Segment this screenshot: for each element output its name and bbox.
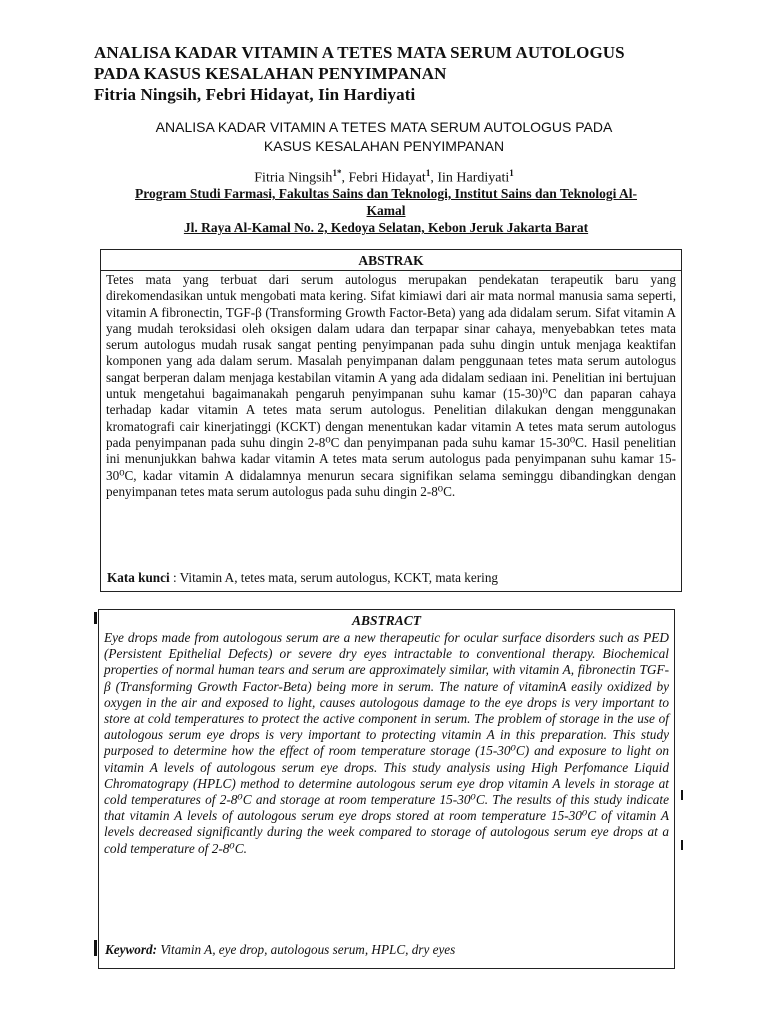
scan-mark [681, 790, 683, 800]
abstract-box [98, 609, 675, 969]
abstract-keywords [105, 942, 455, 958]
header-authors: Fitria Ningsih, Febri Hidayat, Iin Hardiyati [94, 85, 416, 104]
author-affiliation-mark: 1 [509, 168, 514, 178]
affiliation-address: Jl. Raya Al-Kamal No. 2, Kedoya Selatan, Kebon Jeruk Jakarta Barat [183, 220, 589, 235]
author-affiliation-mark: 1 [425, 168, 431, 178]
abstrak-keywords [107, 570, 498, 586]
running-header [94, 42, 694, 105]
paper-title [100, 118, 668, 156]
scan-mark [94, 940, 97, 956]
author-name: Fitria Ningsih [254, 170, 333, 186]
header-title-line-1: ANALISA KADAR VITAMIN A TETES MATA SERUM AUTOLOGUS [94, 43, 625, 62]
abstrak-box [100, 249, 682, 592]
abstract-body: Eye drops made from autologous serum are a new therapeutic for ocular surface disorders such as PED (Persistent Epithelial Defects) or severe dry eyes intractable to conventional therapy. Biochemical properties of normal human tears and serum are approximately similar, with vitamin A, fibronectin TGF-β (Transforming Growth Factor-Beta) being more in serum. The nature of vitaminA easily oxidized by oxygen in the air and exposed to light, causes autologous damage to the eye drops is very important to store at cold temperatures to protect the active component in serum. The problem of storage in the use of autologous serum eye drops is very important to protecting vitamin A in this preparation. This study purposed to determine how the effect of room temperature storage (15-30⁰C) and exposure to light on vitamin A levels of autologous serum eye drops. This study analysis using High Perfomance Liquid Chromatograpy (HPLC) method to determine autologous serum eye drop vitamin A levels in storage at cold temperatures of 2-8⁰C and storage at room temperature 15-30⁰C. The results of this study indicate that vitamin A levels of autologous serum eye drops stored at room temperature 15-30⁰C of vitamin A levels decreased significantly during the week compared to storage of autologous serum eye drops at a cold temperature of 2-8⁰C. [104, 630, 669, 856]
header-title-line-2: PADA KASUS KESALAHAN PENYIMPANAN [94, 64, 447, 83]
scan-mark [681, 840, 683, 850]
keywords-text: : Vitamin A, tetes mata, serum autologus, KCKT, mata kering [169, 570, 499, 585]
author-list: Fitria Ningsih$^{1*}$, Febri Hidayat$^1$, Iin Hardiyati$^1$ [254, 168, 514, 186]
affiliation-line-2: Kamal [366, 203, 406, 218]
abstrak-heading: ABSTRAK [101, 250, 681, 271]
abstrak-body: Tetes mata yang terbuat dari serum autologus merupakan pendekatan terapeutik baru yang direkomendasikan untuk mengobati mata kering. Sifat kimiawi dari air mata normal manusia sama seperti, vitamin A fibronectin, TGF-β (Transforming Growth Factor-Beta) yang ada didalam serum. Sifat vitamin A yang mudah teroksidasi oleh oksigen dalam udara dan terpapar sinar cahaya, menyebabkan tetes mata serum autologus mudah rusak sangat penting penyimpanan pada suhu dingin untuk menjaga keaktifan komponen yang ada dalam serum. Masalah penyimpanan dalam penggunaan tetes mata serum autologus sangat berperan dalam menjaga kestabilan vitamin A yang ada didalam sediaan ini. Penelitian ini bertujuan untuk mengetahui bagaimanakah pengaruh penyimpanan suhu kamar (15-30)⁰C dan paparan cahaya terhadap kadar vitamin A tetes mata serum autologus. Penelitian dilakukan dengan menggunakan kromatografi cair kinerjatinggi (KCKT) dengan menentukan kadar vitamin A tetes mata serum autologus pada penyimpanan pada suhu dingin 2-8⁰C dan penyimpanan pada suhu kamar 15-30⁰C. Hasil penelitian ini menunjukkan bahwa kadar vitamin A tetes mata serum autologus pada penyimpanan suhu kamar 15-30⁰C, kadar vitamin A didalamnya menurun secara signifikan selama seminggu dibandingkan dengan penyimpanan tetes mata serum autologus pada suhu dingin 2-8⁰C. [106, 272, 676, 499]
keywords-label: Kata kunci [107, 570, 170, 585]
abstract-heading: ABSTRACT [351, 613, 422, 628]
paper-title-line-1: ANALISA KADAR VITAMIN A TETES MATA SERUM AUTOLOGUS PADA [155, 119, 613, 135]
scan-mark [94, 612, 97, 624]
author-name: Iin Hardiyati [437, 170, 510, 186]
author-name: Febri Hidayat [348, 170, 426, 186]
keywords-text: Vitamin A, eye drop, autologous serum, HPLC, dry eyes [157, 942, 456, 957]
paper-title-line-2: KASUS KESALAHAN PENYIMPANAN [263, 138, 505, 154]
affiliation-line-1: Program Studi Farmasi, Fakultas Sains dan Teknologi, Institut Sains dan Teknologi Al- [134, 186, 638, 201]
affiliation [94, 185, 678, 236]
author-affiliation-mark: 1* [332, 168, 342, 178]
keywords-label: Keyword: [105, 942, 158, 957]
